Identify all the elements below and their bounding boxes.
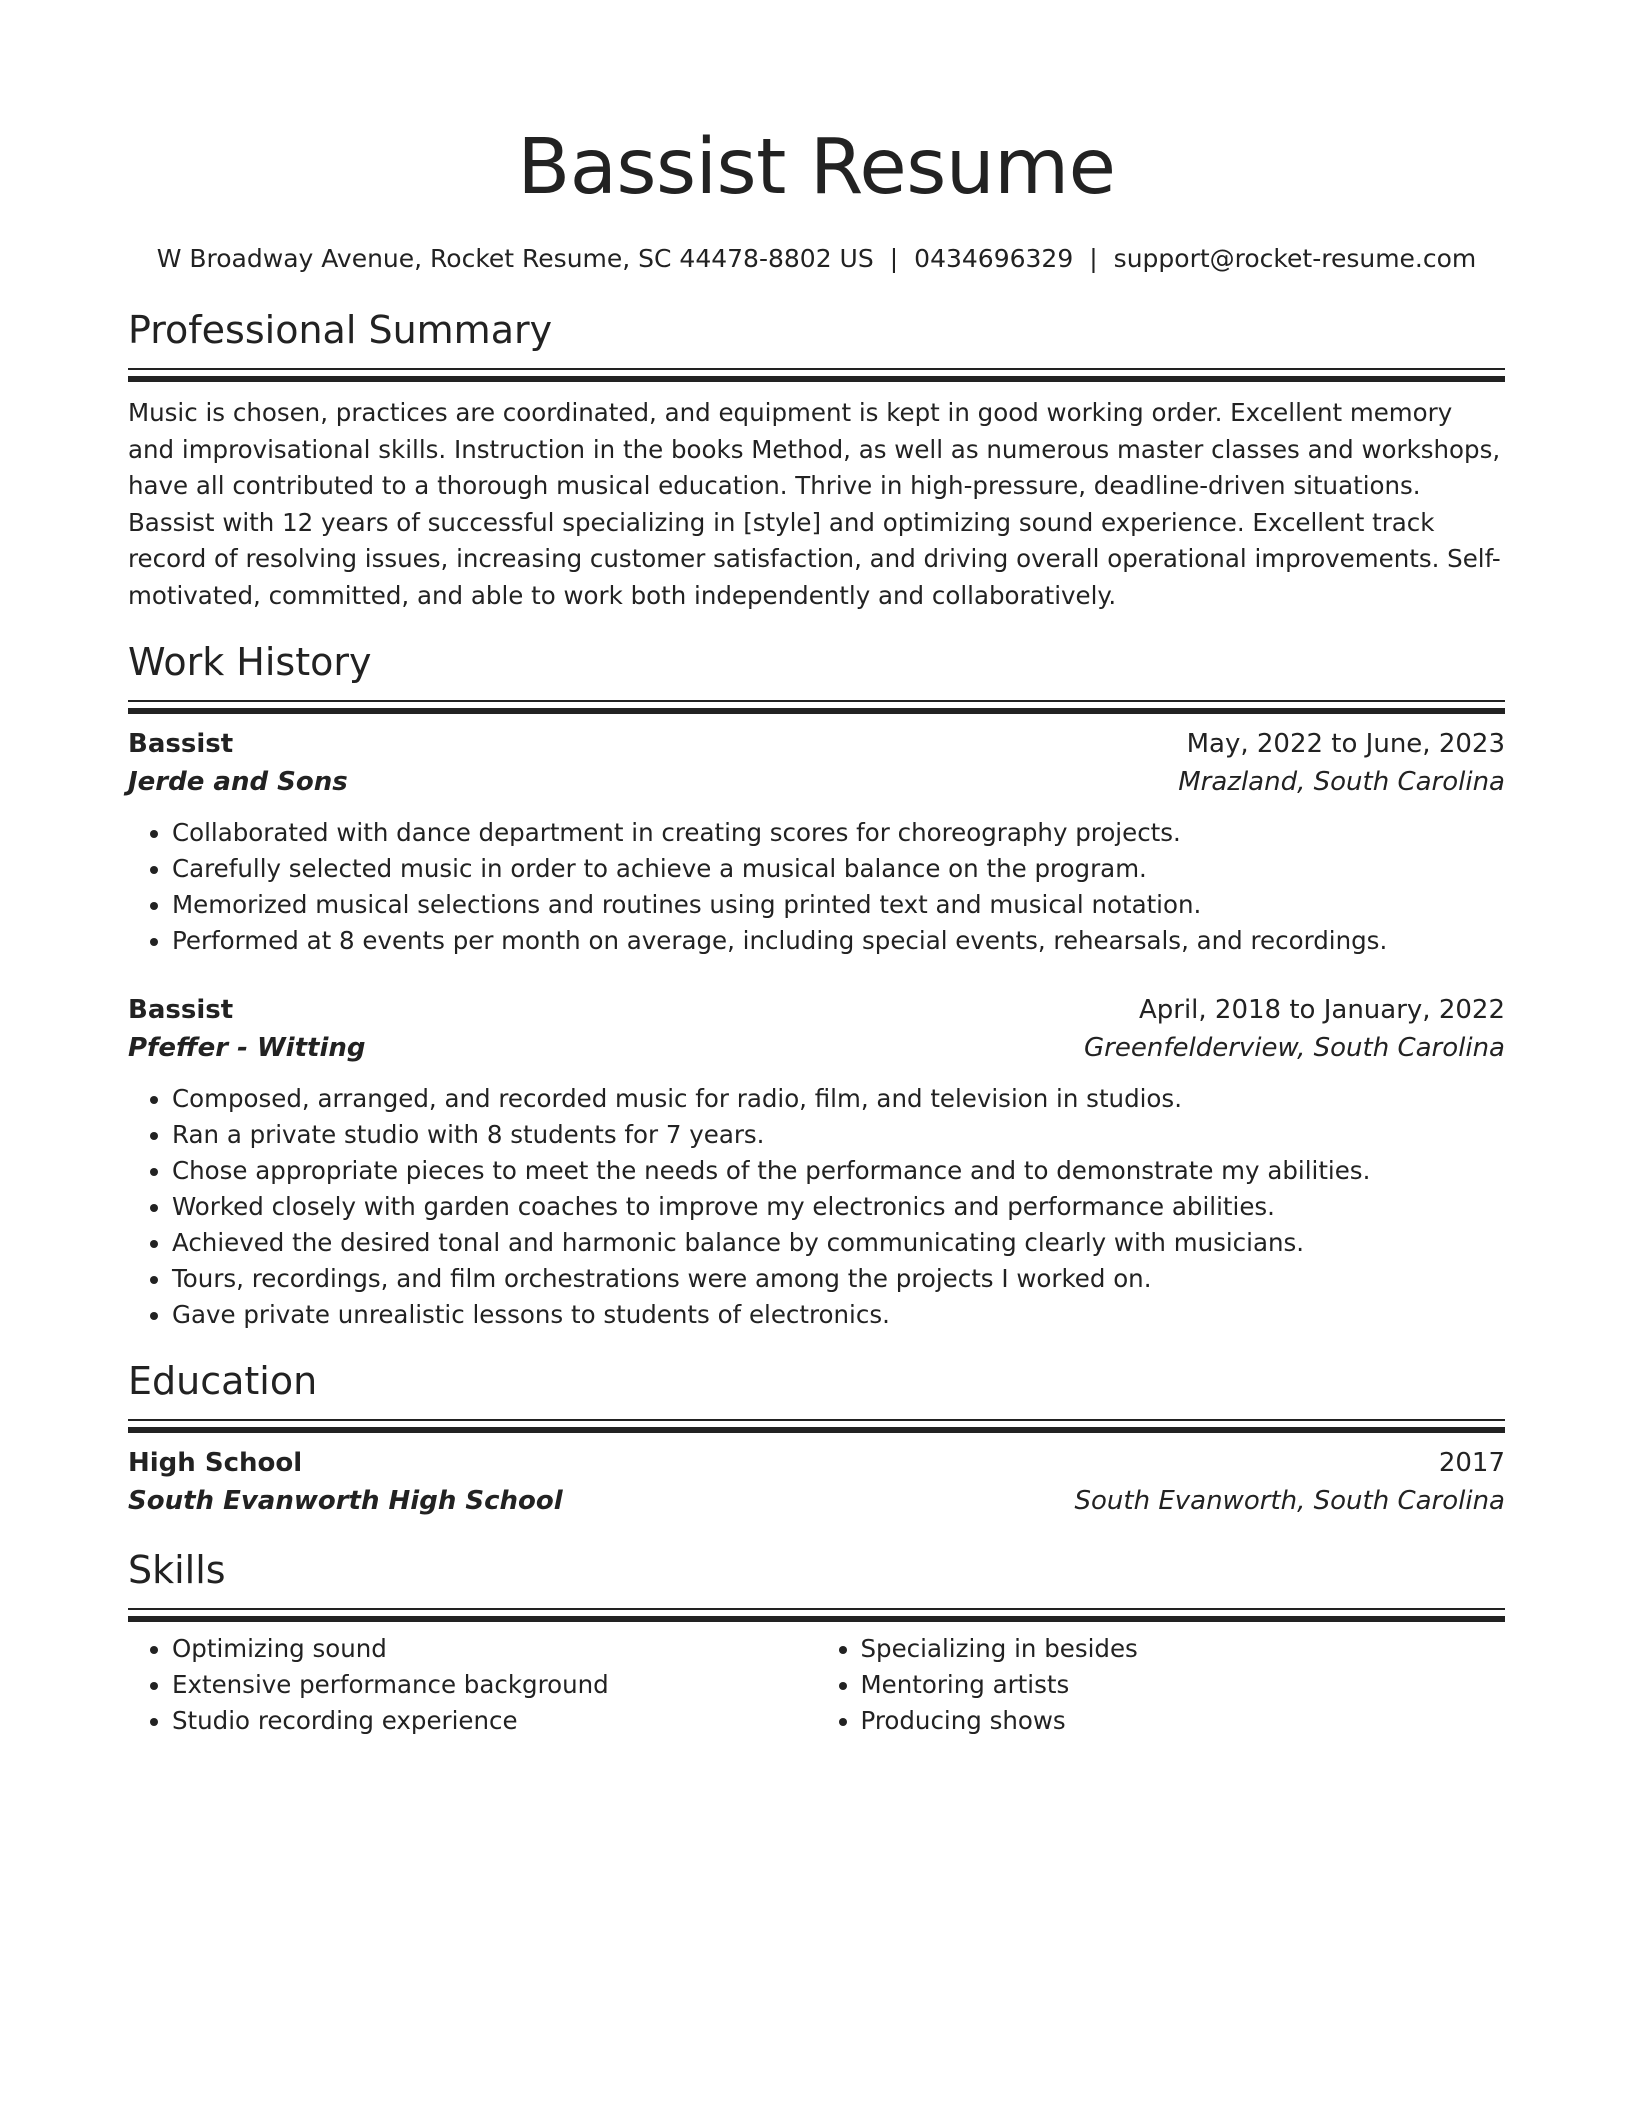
job-bullets [128, 1081, 1505, 1333]
job-bullets [128, 815, 1505, 959]
contact-email: support@rocket-resume.com [1113, 244, 1477, 273]
job-title: Bassist [128, 729, 234, 759]
skill-item: • Optimizing sound [172, 1631, 817, 1667]
skill-item: • Mentoring artists [861, 1667, 1506, 1703]
resume-page [128, 0, 1505, 1739]
education-subheader-row [128, 1482, 1505, 1520]
job-company: Pfeffer - Witting [128, 1033, 366, 1063]
contact-separator: | [1089, 244, 1098, 273]
job-subheader-row [128, 1029, 1505, 1067]
section-divider [128, 1419, 1505, 1432]
job-bullet: • Tours, recordings, and film orchestrations were among the projects I worked on. [172, 1261, 1505, 1297]
section-divider [128, 1608, 1505, 1621]
job-header-row [128, 725, 1505, 763]
skills-section [128, 1546, 1505, 1739]
education-heading: Education [128, 1359, 318, 1403]
job-bullet: • Gave private unrealistic lessons to students of electronics. [172, 1297, 1505, 1333]
job-location: Greenfelderview, South Carolina [1084, 1033, 1505, 1063]
job-dates: April, 2018 to January, 2022 [1138, 995, 1505, 1025]
job-bullet: • Composed, arranged, and recorded music for radio, film, and television in studios. [172, 1081, 1505, 1117]
skills-right-list [817, 1631, 1506, 1739]
education-entry [128, 1444, 1505, 1520]
job-dates: May, 2022 to June, 2023 [1186, 729, 1505, 759]
summary-heading: Professional Summary [128, 308, 553, 352]
education-year: 2017 [1438, 1448, 1505, 1478]
job-bullet: • Achieved the desired tonal and harmonic balance by communicating clearly with musicians. [172, 1225, 1505, 1261]
job-bullet: • Memorized musical selections and routines using printed text and musical notation. [172, 887, 1505, 923]
job-company: Jerde and Sons [128, 767, 348, 797]
job-entry [128, 725, 1505, 959]
job-bullet: • Ran a private studio with 8 students for 7 years. [172, 1117, 1505, 1153]
skills-left-list [128, 1631, 817, 1739]
work-history-heading: Work History [128, 640, 372, 684]
contact-separator: | [889, 244, 899, 273]
summary-text: Music is chosen, practices are coordinated, and equipment is kept in good working order. Excellent memory and improvisational skills. Instruction in the books Method, as well as numerous master classes and workshops, have all contributed to a thorough musical education. Thrive in high-pressure, deadline-driven situations. Bassist with 12 years of successful specializing in [style] and optimizing sound experience. Excellent track record of resolving issues, increasing customer satisfaction, and driving overall operational improvements. Self-motivated, committed, and able to work both independently and collaboratively. [128, 398, 1501, 610]
skill-item: • Studio recording experience [172, 1703, 817, 1739]
job-title: Bassist [128, 995, 234, 1025]
contact-line [128, 242, 1505, 276]
resume-title: Bassist Resume [517, 123, 1116, 212]
skill-item: • Producing shows [861, 1703, 1506, 1739]
summary-section [128, 306, 1505, 614]
contact-phone: 0434696329 [914, 244, 1074, 273]
education-school: South Evanworth High School [128, 1486, 563, 1516]
job-bullet: • Performed at 8 events per month on average, including special events, rehearsals, and recordings. [172, 923, 1505, 959]
skills-heading: Skills [128, 1548, 226, 1592]
work-history-section [128, 638, 1505, 1333]
skill-item: • Extensive performance background [172, 1667, 817, 1703]
education-header-row [128, 1444, 1505, 1482]
section-divider [128, 368, 1505, 381]
job-location: Mrazland, South Carolina [1178, 767, 1505, 797]
job-header-row [128, 991, 1505, 1029]
education-degree: High School [128, 1448, 303, 1478]
job-bullet: • Worked closely with garden coaches to improve my electronics and performance abilities. [172, 1189, 1505, 1225]
job-bullet: • Carefully selected music in order to achieve a musical balance on the program. [172, 851, 1505, 887]
education-location: South Evanworth, South Carolina [1074, 1486, 1505, 1516]
job-bullet: • Chose appropriate pieces to meet the needs of the performance and to demonstrate my abilities. [172, 1153, 1505, 1189]
skills-columns [128, 1631, 1505, 1739]
job-bullet: • Collaborated with dance department in creating scores for choreography projects. [172, 815, 1505, 851]
job-subheader-row [128, 763, 1505, 801]
skill-item: • Specializing in besides [861, 1631, 1506, 1667]
contact-address: W Broadway Avenue, Rocket Resume, SC 44478-8802 US [156, 244, 874, 273]
job-entry [128, 991, 1505, 1333]
education-section [128, 1357, 1505, 1520]
section-divider [128, 700, 1505, 713]
